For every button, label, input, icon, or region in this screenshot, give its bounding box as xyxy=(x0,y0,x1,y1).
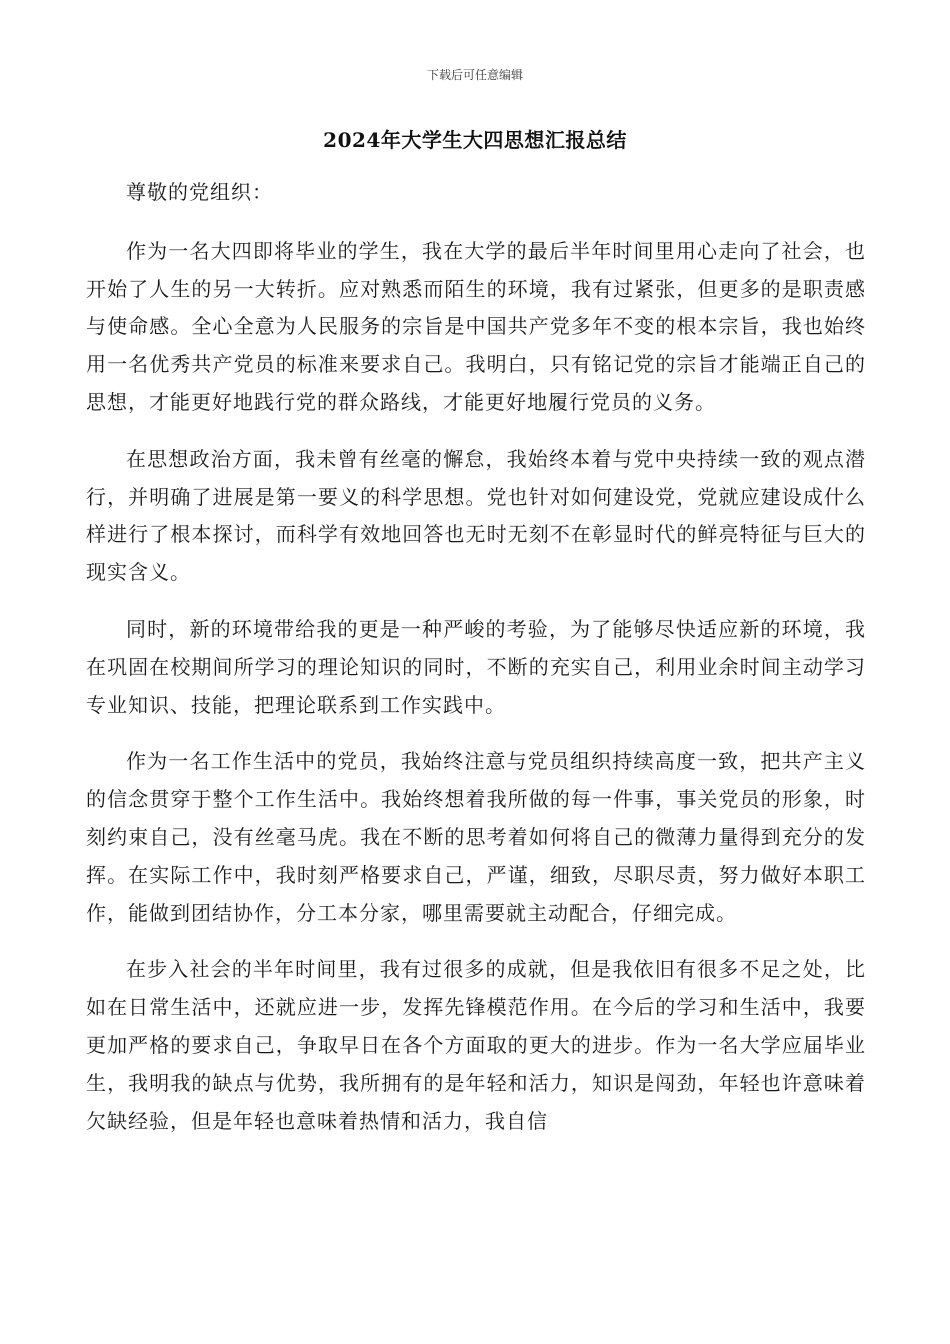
paragraph-3: 同时，新的环境带给我的更是一种严峻的考验，为了能够尽快适应新的环境，我在巩固在校期间所学习的理论知识的同时，不断的充实自己，利用业余时间主动学习专业知识、技能，把理论联系到工作实践中。 xyxy=(86,616,866,717)
paragraph-2: 在思想政治方面，我未曾有丝毫的懈怠，我始终本着与党中央持续一致的观点潜行，并明确了进展是第一要义的科学思想。党也针对如何建设党，党就应建设成什么样进行了根本探讨，而科学有效地回答也无时无刻不在彰显时代的鲜亮特征与巨大的现实含义。 xyxy=(86,446,866,585)
paragraph-5: 在步入社会的半年时间里，我有过很多的成就，但是我依旧有很多不足之处，比如在日常生活中，还就应进一步，发挥先锋模范作用。在今后的学习和生活中，我要更加严格的要求自己，争取早日在各个方面取的更大的进步。作为一名大学应届毕业生，我明我的缺点与优势，我所拥有的是年轻和活力，知识是闯劲，年轻也许意味着欠缺经验，但是年轻也意味着热情和活力，我自信 xyxy=(86,957,866,1133)
document-title: 2024年大学生大四思想汇报总结 xyxy=(323,128,627,152)
header-note: 下载后可任意编辑 xyxy=(426,68,523,82)
salutation: 尊敬的党组织： xyxy=(126,180,273,204)
paragraph-1: 作为一名大四即将毕业的学生，我在大学的最后半年时间里用心走向了社会，也开始了人生的另一大转折。应对熟悉而陌生的环境，我有过紧张，但更多的是职责感与使命感。全心全意为人民服务的宗旨是中国共产党多年不变的根本宗旨，我也始终用一名优秀共产党员的标准来要求自己。我明白，只有铭记党的宗旨才能端正自己的思想，才能更好地践行党的群众路线，才能更好地履行党员的义务。 xyxy=(86,238,866,414)
document-body xyxy=(86,174,866,1159)
paragraph-4: 作为一名工作生活中的党员，我始终注意与党员组织持续高度一致，把共产主义的信念贯穿于整个工作生活中。我始终想着我所做的每一件事，事关党员的形象，时刻约束自己，没有丝毫马虎。我在不断的思考着如何将自己的微薄力量得到充分的发挥。在实际工作中，我时刻严格要求自己，严谨，细致，尽职尽责，努力做好本职工作，能做到团结协作，分工本分家，哪里需要就主动配合，仔细完成。 xyxy=(86,749,866,925)
